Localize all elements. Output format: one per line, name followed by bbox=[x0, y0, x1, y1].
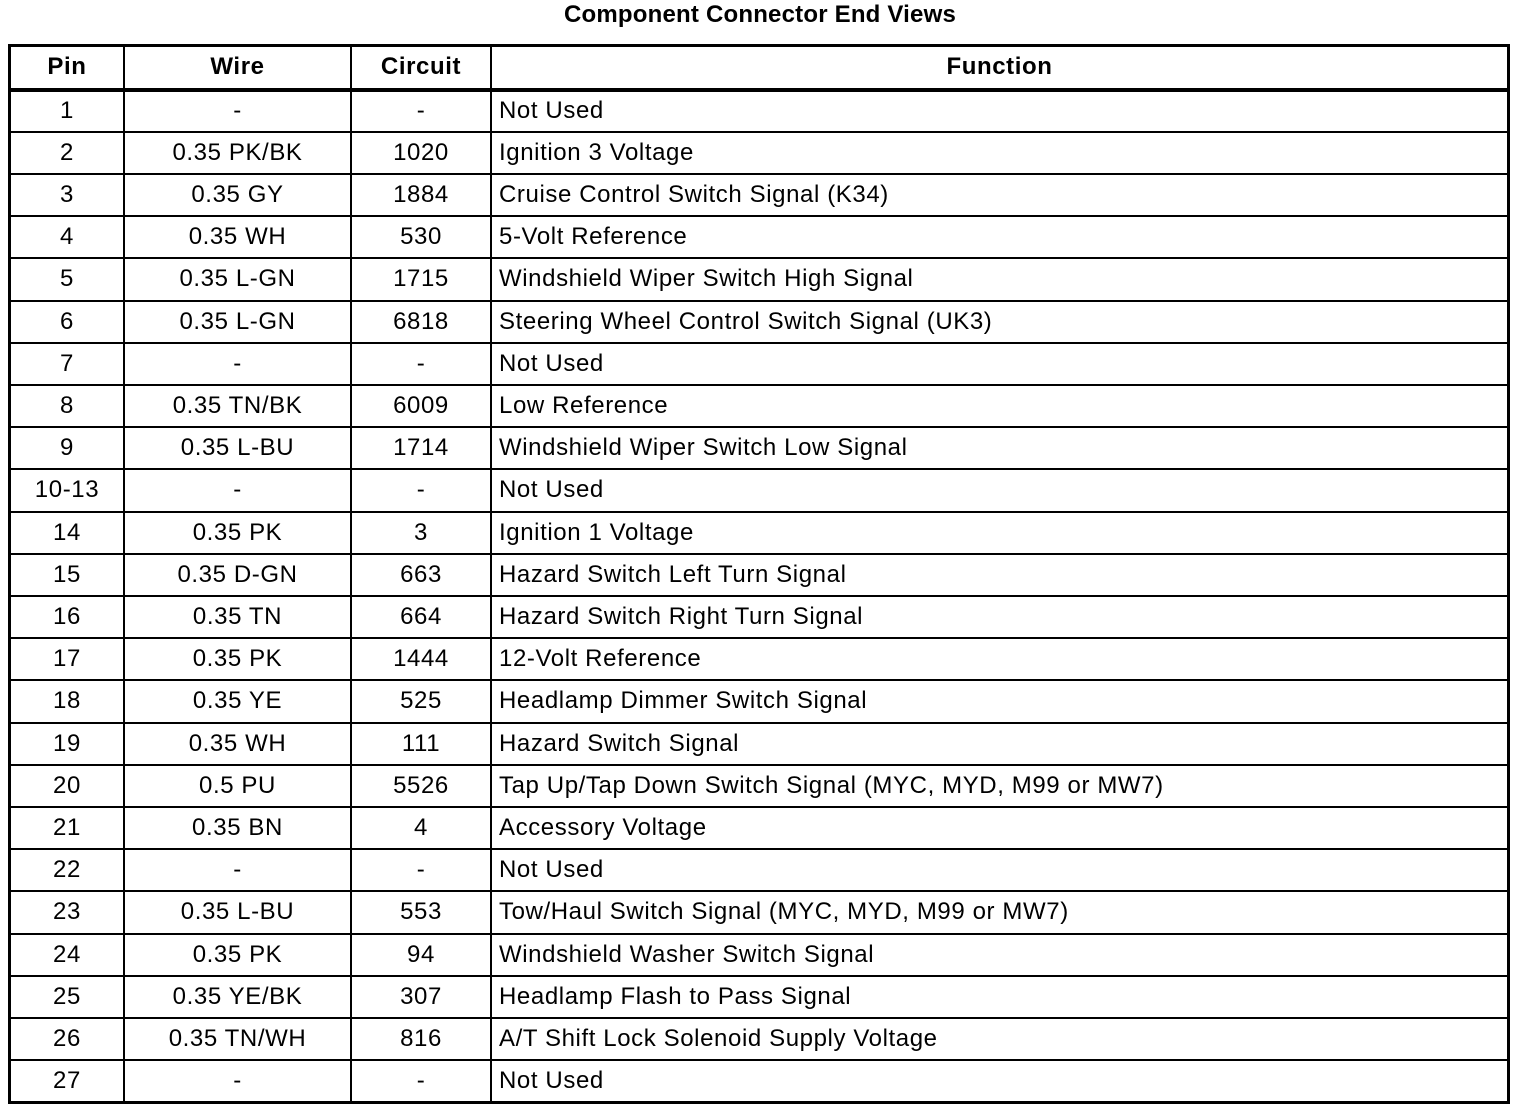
circuit-cell: 525 bbox=[351, 680, 491, 722]
wire-cell: 0.35 YE/BK bbox=[124, 976, 351, 1018]
function-cell: Ignition 3 Voltage bbox=[491, 132, 1509, 174]
circuit-cell: 1714 bbox=[351, 427, 491, 469]
circuit-cell: 816 bbox=[351, 1018, 491, 1060]
circuit-cell: 663 bbox=[351, 554, 491, 596]
table-row bbox=[10, 258, 1509, 300]
table-row bbox=[10, 934, 1509, 976]
table-row bbox=[10, 891, 1509, 933]
pin-cell: 14 bbox=[10, 512, 125, 554]
pin-cell: 21 bbox=[10, 807, 125, 849]
function-cell: Not Used bbox=[491, 1060, 1509, 1102]
table-row bbox=[10, 1060, 1509, 1102]
table-row bbox=[10, 343, 1509, 385]
circuit-cell: 664 bbox=[351, 596, 491, 638]
function-cell: Headlamp Dimmer Switch Signal bbox=[491, 680, 1509, 722]
wire-cell: 0.35 TN/WH bbox=[124, 1018, 351, 1060]
header-row bbox=[10, 46, 1509, 90]
function-cell: Windshield Wiper Switch High Signal bbox=[491, 258, 1509, 300]
function-cell: A/T Shift Lock Solenoid Supply Voltage bbox=[491, 1018, 1509, 1060]
circuit-cell: 4 bbox=[351, 807, 491, 849]
circuit-cell: 5526 bbox=[351, 765, 491, 807]
pin-cell: 4 bbox=[10, 216, 125, 258]
pin-cell: 16 bbox=[10, 596, 125, 638]
circuit-cell: - bbox=[351, 849, 491, 891]
table-row bbox=[10, 723, 1509, 765]
pin-cell: 9 bbox=[10, 427, 125, 469]
wire-cell: - bbox=[124, 343, 351, 385]
table-row bbox=[10, 807, 1509, 849]
circuit-cell: 1715 bbox=[351, 258, 491, 300]
wire-cell: 0.35 WH bbox=[124, 216, 351, 258]
wire-cell: - bbox=[124, 90, 351, 132]
function-cell: Not Used bbox=[491, 469, 1509, 511]
wire-cell: 0.35 GY bbox=[124, 174, 351, 216]
circuit-cell: 1884 bbox=[351, 174, 491, 216]
function-cell: Hazard Switch Right Turn Signal bbox=[491, 596, 1509, 638]
table-row bbox=[10, 638, 1509, 680]
circuit-cell: 307 bbox=[351, 976, 491, 1018]
function-cell: Windshield Wiper Switch Low Signal bbox=[491, 427, 1509, 469]
column-header-function: Function bbox=[491, 46, 1509, 90]
table-row bbox=[10, 554, 1509, 596]
function-cell: Hazard Switch Signal bbox=[491, 723, 1509, 765]
function-cell: Not Used bbox=[491, 849, 1509, 891]
pin-cell: 3 bbox=[10, 174, 125, 216]
function-cell: Ignition 1 Voltage bbox=[491, 512, 1509, 554]
table-body bbox=[10, 90, 1509, 1103]
wire-cell: 0.35 PK bbox=[124, 512, 351, 554]
wire-cell: 0.35 PK/BK bbox=[124, 132, 351, 174]
circuit-cell: 6009 bbox=[351, 385, 491, 427]
wire-cell: 0.5 PU bbox=[124, 765, 351, 807]
circuit-cell: - bbox=[351, 469, 491, 511]
pin-cell: 10-13 bbox=[10, 469, 125, 511]
pin-cell: 6 bbox=[10, 301, 125, 343]
wire-cell: 0.35 L-BU bbox=[124, 891, 351, 933]
pin-cell: 17 bbox=[10, 638, 125, 680]
pin-cell: 26 bbox=[10, 1018, 125, 1060]
wire-cell: 0.35 PK bbox=[124, 638, 351, 680]
page-title: Component Connector End Views bbox=[563, 1, 957, 28]
wire-cell: - bbox=[124, 469, 351, 511]
circuit-cell: 6818 bbox=[351, 301, 491, 343]
wire-cell: 0.35 L-GN bbox=[124, 258, 351, 300]
table-row bbox=[10, 680, 1509, 722]
pin-cell: 5 bbox=[10, 258, 125, 300]
circuit-cell: 3 bbox=[351, 512, 491, 554]
function-cell: Accessory Voltage bbox=[491, 807, 1509, 849]
connector-pinout-table bbox=[8, 44, 1510, 1104]
table-row bbox=[10, 427, 1509, 469]
pin-cell: 27 bbox=[10, 1060, 125, 1102]
function-cell: Not Used bbox=[491, 90, 1509, 132]
table-row bbox=[10, 132, 1509, 174]
wire-cell: - bbox=[124, 849, 351, 891]
pin-cell: 2 bbox=[10, 132, 125, 174]
function-cell: Steering Wheel Control Switch Signal (UK3) bbox=[491, 301, 1509, 343]
circuit-cell: 530 bbox=[351, 216, 491, 258]
column-header-circuit: Circuit bbox=[351, 46, 491, 90]
circuit-cell: 94 bbox=[351, 934, 491, 976]
pin-cell: 23 bbox=[10, 891, 125, 933]
pin-cell: 1 bbox=[10, 90, 125, 132]
function-cell: Headlamp Flash to Pass Signal bbox=[491, 976, 1509, 1018]
wire-cell: 0.35 BN bbox=[124, 807, 351, 849]
wire-cell: 0.35 TN/BK bbox=[124, 385, 351, 427]
wire-cell: 0.35 YE bbox=[124, 680, 351, 722]
table-row bbox=[10, 976, 1509, 1018]
function-cell: Low Reference bbox=[491, 385, 1509, 427]
pin-cell: 8 bbox=[10, 385, 125, 427]
pin-cell: 15 bbox=[10, 554, 125, 596]
wire-cell: 0.35 D-GN bbox=[124, 554, 351, 596]
table-header bbox=[10, 46, 1509, 90]
pin-cell: 24 bbox=[10, 934, 125, 976]
circuit-cell: - bbox=[351, 343, 491, 385]
pin-cell: 19 bbox=[10, 723, 125, 765]
table-row bbox=[10, 385, 1509, 427]
function-cell: Not Used bbox=[491, 343, 1509, 385]
circuit-cell: 553 bbox=[351, 891, 491, 933]
pin-cell: 7 bbox=[10, 343, 125, 385]
function-cell: Cruise Control Switch Signal (K34) bbox=[491, 174, 1509, 216]
circuit-cell: 1020 bbox=[351, 132, 491, 174]
wire-cell: 0.35 WH bbox=[124, 723, 351, 765]
table-row bbox=[10, 301, 1509, 343]
table-row bbox=[10, 512, 1509, 554]
function-cell: Hazard Switch Left Turn Signal bbox=[491, 554, 1509, 596]
function-cell: 12-Volt Reference bbox=[491, 638, 1509, 680]
table-row bbox=[10, 469, 1509, 511]
wire-cell: 0.35 PK bbox=[124, 934, 351, 976]
table-row bbox=[10, 765, 1509, 807]
circuit-cell: - bbox=[351, 90, 491, 132]
pin-cell: 22 bbox=[10, 849, 125, 891]
wire-cell: 0.35 L-BU bbox=[124, 427, 351, 469]
table-row bbox=[10, 90, 1509, 132]
column-header-wire: Wire bbox=[124, 46, 351, 90]
table-row bbox=[10, 174, 1509, 216]
pin-cell: 20 bbox=[10, 765, 125, 807]
function-cell: Tap Up/Tap Down Switch Signal (MYC, MYD, M99 or MW7) bbox=[491, 765, 1509, 807]
circuit-cell: - bbox=[351, 1060, 491, 1102]
table-row bbox=[10, 596, 1509, 638]
function-cell: Windshield Washer Switch Signal bbox=[491, 934, 1509, 976]
wire-cell: - bbox=[124, 1060, 351, 1102]
table-row bbox=[10, 1018, 1509, 1060]
wire-cell: 0.35 L-GN bbox=[124, 301, 351, 343]
circuit-cell: 1444 bbox=[351, 638, 491, 680]
function-cell: 5-Volt Reference bbox=[491, 216, 1509, 258]
table-row bbox=[10, 849, 1509, 891]
function-cell: Tow/Haul Switch Signal (MYC, MYD, M99 or MW7) bbox=[491, 891, 1509, 933]
circuit-cell: 111 bbox=[351, 723, 491, 765]
pin-cell: 25 bbox=[10, 976, 125, 1018]
wire-cell: 0.35 TN bbox=[124, 596, 351, 638]
column-header-pin: Pin bbox=[10, 46, 125, 90]
table-row bbox=[10, 216, 1509, 258]
pin-cell: 18 bbox=[10, 680, 125, 722]
